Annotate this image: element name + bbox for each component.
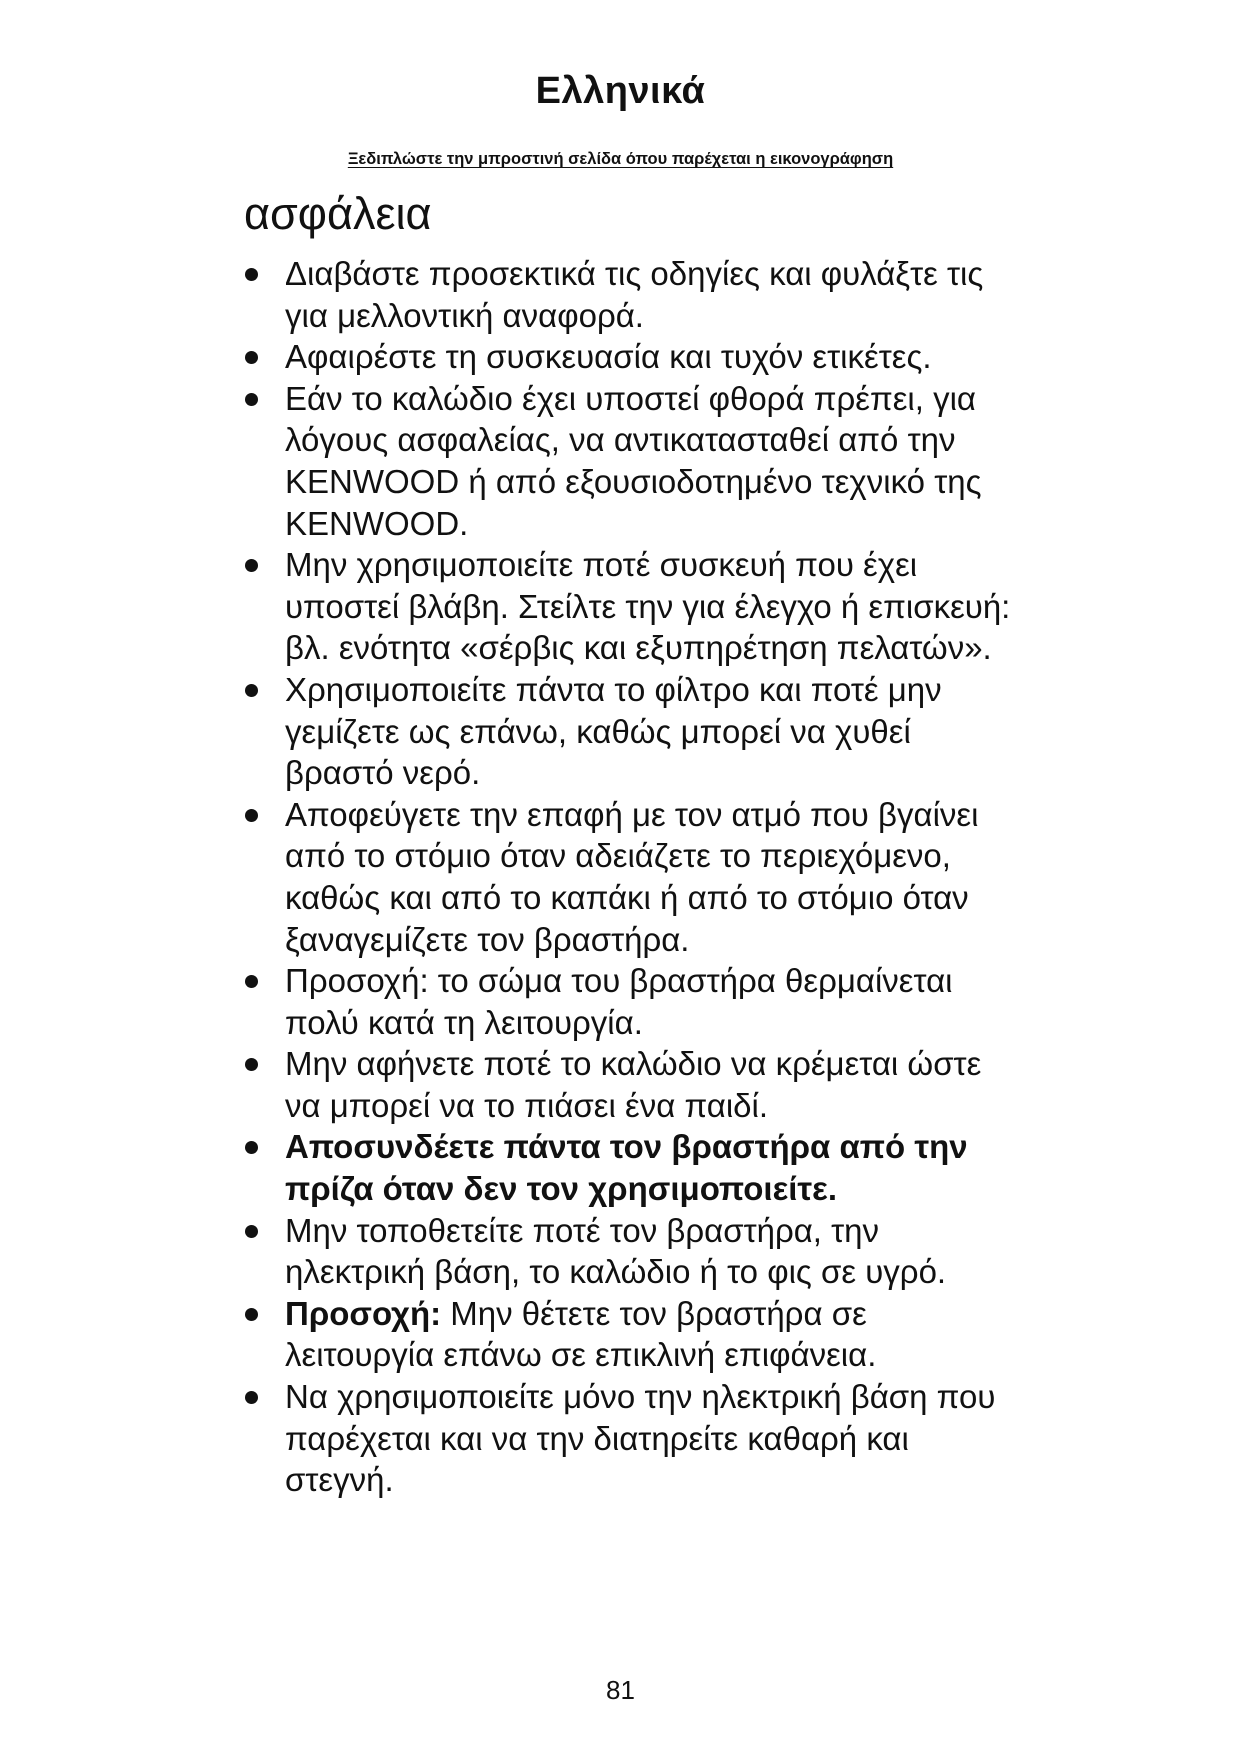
page-title: Ελληνικά [535,70,706,112]
bullet-icon [245,809,258,822]
bullet-icon [245,393,258,406]
safety-item-text: Προσοχή: το σώμα του βραστήρα θερμαίνεται πολύ κατά τη λειτουργία. [285,962,953,1041]
safety-item [244,336,1014,378]
safety-item [244,1210,1014,1293]
safety-item-unplug-warning [244,1126,1014,1209]
safety-item [244,378,1014,544]
safety-item-text: Να χρησιμοποιείτε μόνο την ηλεκτρική βάση που παρέχεται και να την διατηρείτε καθαρή και στεγνή. [285,1378,996,1499]
safety-item [244,1043,1014,1126]
safety-list [244,253,1014,1501]
bullet-icon [245,1225,258,1238]
bullet-icon [245,1058,258,1071]
section-heading: ασφάλεια [244,188,432,239]
safety-item [244,544,1014,669]
safety-item-text: Μην αφήνετε ποτέ το καλώδιο να κρέμεται ώστε να μπορεί να το πιάσει ένα παιδί. [285,1045,982,1124]
foldout-instruction: Ξεδιπλώστε την μπροστινή σελίδα όπου παρέχεται η εικονογράφηση [347,150,894,168]
bullet-icon [245,1308,258,1321]
safety-item-caution [244,1293,1014,1376]
safety-item-text: Διαβάστε προσεκτικά τις οδηγίες και φυλάξτε τις για μελλοντική αναφορά. [285,255,984,334]
bullet-icon [245,1391,258,1404]
safety-item-text: Μην χρησιμοποιείτε ποτέ συσκευή που έχει υποστεί βλάβη. Στείλτε την για έλεγχο ή επισκευή: βλ. ενότητα «σέρβις και εξυπηρέτηση πελατών». [285,546,1011,667]
safety-item [244,253,1014,336]
safety-item-text: Αφαιρέστε τη συσκευασία και τυχόν ετικέτες. [285,338,932,376]
safety-item-text: Αποφεύγετε την επαφή με τον ατμό που βγαίνει από το στόμιο όταν αδειάζετε το περιεχόμενο, καθώς και από το καπάκι ή από το στόμιο όταν ξαναγεμίζετε τον βραστήρα. [285,795,979,958]
page-number: 81 [606,1675,635,1705]
safety-item-text: Μην θέτετε τον βραστήρα σε λειτουργία επάνω σε επικλινή επιφάνεια. [285,1294,877,1374]
safety-item-text: Αποσυνδέετε πάντα τον βραστήρα από την πρίζα όταν δεν τον χρησιμοποιείτε. [285,1128,968,1208]
safety-item [244,794,1014,960]
bullet-icon [245,351,258,364]
safety-item-text: Χρησιμοποιείτε πάντα το φίλτρο και ποτέ μην γεμίζετε ως επάνω, καθώς μπορεί να χυθεί βραστό νερό. [285,670,942,792]
safety-item-text: Μην τοποθετείτε ποτέ τον βραστήρα, την ηλεκτρική βάση, το καλώδιο ή το φις σε υγρό. [285,1211,947,1291]
bullet-icon [245,268,258,281]
caution-label: Προσοχή: [285,1294,442,1332]
bullet-icon [245,1141,258,1154]
bullet-icon [245,559,258,572]
safety-item [244,1376,1014,1501]
bullet-icon [245,975,258,988]
safety-item [244,669,1014,794]
safety-item-text: Εάν το καλώδιο έχει υποστεί φθορά πρέπει, για λόγους ασφαλείας, να αντικατασταθεί από την KENWOOD ή από εξουσιοδοτημένο τεχνικό της KENWOOD. [285,379,982,542]
bullet-icon [245,684,258,697]
safety-item [244,960,1014,1043]
